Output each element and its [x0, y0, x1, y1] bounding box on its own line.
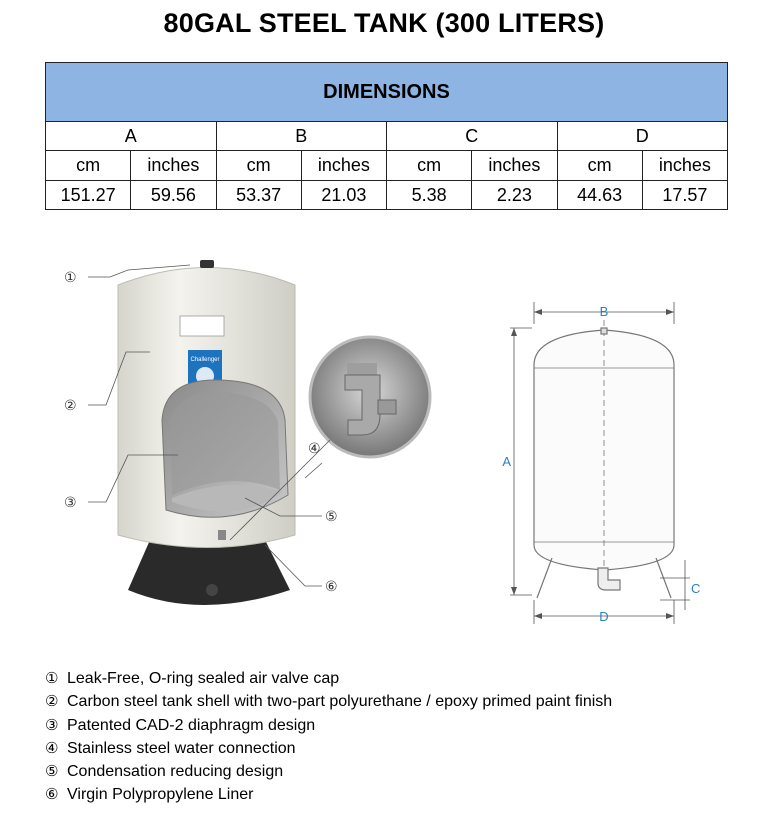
- dim-label-c: C: [691, 581, 701, 596]
- feature-text: Leak-Free, O-ring sealed air valve cap: [67, 670, 340, 687]
- air-valve-cap: [200, 260, 214, 268]
- stainless-connection-inset: [310, 337, 430, 457]
- value-cell: 59.56: [131, 181, 216, 210]
- column-a: A: [46, 122, 217, 151]
- unit-cell: cm: [46, 151, 131, 181]
- dim-label-b: B: [599, 304, 609, 319]
- unit-cell: cm: [387, 151, 472, 181]
- unit-cell: cm: [216, 151, 301, 181]
- feature-number: ④: [45, 738, 59, 757]
- column-c: C: [387, 122, 558, 151]
- tank-diagram: [40, 240, 720, 640]
- page-title: 80GAL STEEL TANK (300 LITERS): [163, 8, 605, 38]
- features-list: [45, 667, 612, 807]
- feature-item: [45, 667, 612, 690]
- unit-cell: inches: [472, 151, 557, 181]
- callout-1: ①: [64, 270, 77, 286]
- column-d: D: [557, 122, 728, 151]
- feature-item: [45, 714, 612, 737]
- value-cell: 5.38: [387, 181, 472, 210]
- feature-number: ⑥: [45, 785, 59, 804]
- value-cell: 21.03: [301, 181, 386, 210]
- feature-number: ③: [45, 715, 59, 734]
- table-header: DIMENSIONS: [46, 63, 728, 122]
- callout-5: ⑤: [325, 509, 338, 525]
- dim-label-a: A: [502, 454, 511, 469]
- tank-base: [128, 540, 290, 605]
- feature-number: ②: [45, 692, 59, 711]
- unit-cell: inches: [642, 151, 727, 181]
- value-cell: 53.37: [216, 181, 301, 210]
- value-cell: 2.23: [472, 181, 557, 210]
- feature-number: ①: [45, 669, 59, 687]
- value-cell: 44.63: [557, 181, 642, 210]
- feature-item: [45, 783, 612, 806]
- column-b: B: [216, 122, 387, 151]
- unit-cell: inches: [131, 151, 216, 181]
- brand-badge-text: Challenger: [190, 357, 220, 363]
- tank-line-drawing: [534, 320, 674, 598]
- feature-text: Patented CAD-2 diaphragm design: [67, 716, 316, 734]
- value-cell: 17.57: [642, 181, 727, 210]
- unit-cell: cm: [557, 151, 642, 181]
- dimensions-table: [45, 62, 728, 210]
- feature-item: [45, 737, 612, 760]
- dim-label-d: D: [599, 609, 609, 624]
- feature-text: Condensation reducing design: [67, 763, 284, 781]
- callout-6: ⑥: [325, 579, 338, 595]
- feature-text: Virgin Polypropylene Liner: [67, 786, 254, 804]
- feature-item: [45, 690, 612, 713]
- value-cell: 151.27: [46, 181, 131, 210]
- callout-3: ③: [64, 495, 77, 511]
- callout-2: ②: [64, 398, 77, 414]
- tank-photo: [118, 260, 295, 605]
- unit-cell: inches: [301, 151, 386, 181]
- feature-text: Stainless steel water connection: [67, 739, 296, 757]
- feature-item: [45, 760, 612, 783]
- feature-text: Carbon steel tank shell with two-part polyurethane / epoxy primed paint finish: [67, 693, 613, 711]
- feature-number: ⑤: [45, 762, 59, 781]
- callout-4: ④: [308, 441, 321, 457]
